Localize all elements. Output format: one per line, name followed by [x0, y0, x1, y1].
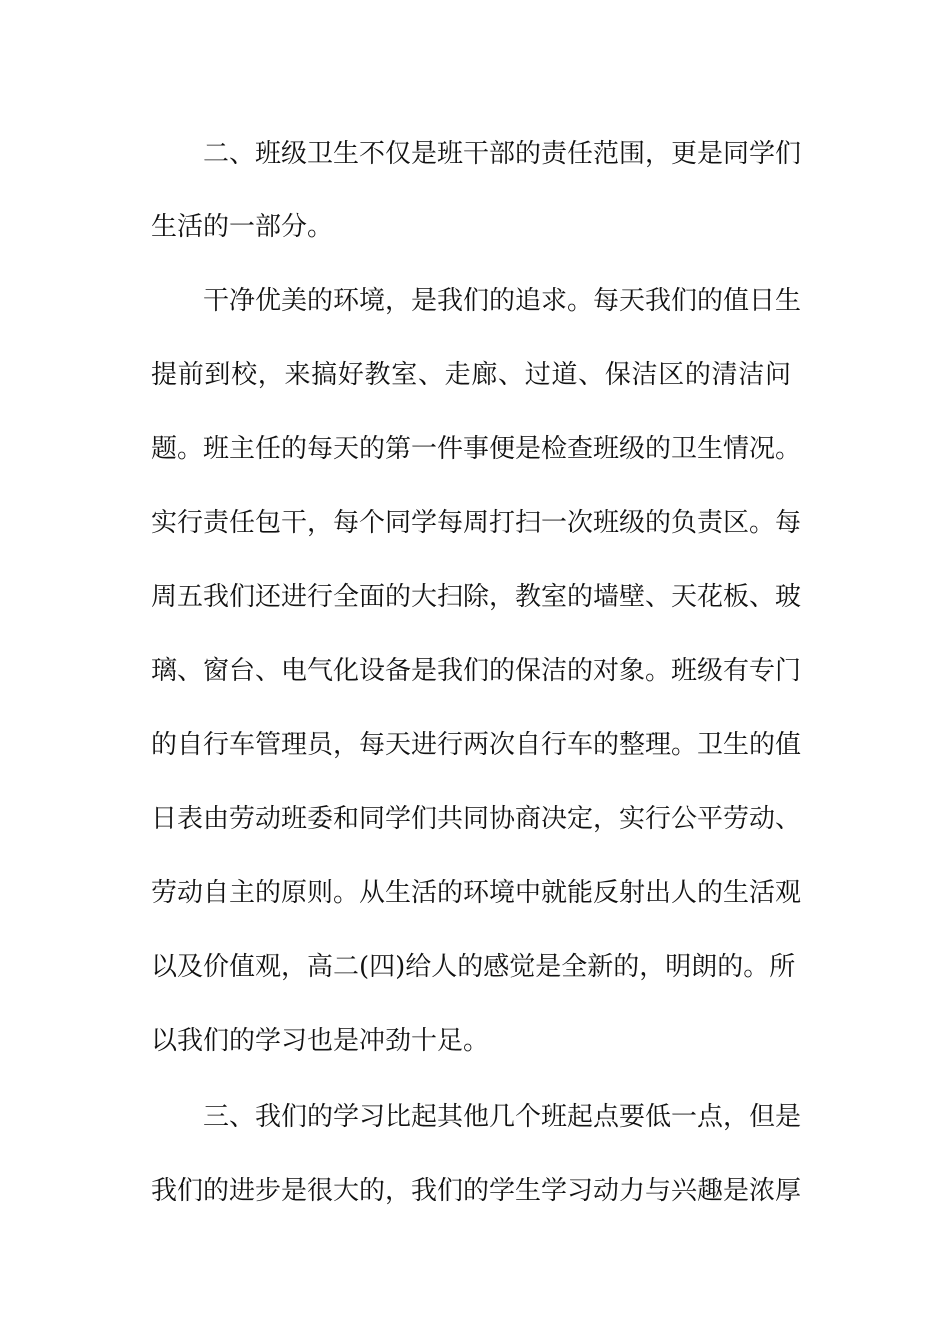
- paragraph-2-line-5: 周五我们还进行全面的大扫除，教室的墙壁、天花板、玻: [151, 582, 802, 612]
- paragraph-2-line-4: 实行责任包干，每个同学每周打扫一次班级的负责区。每: [151, 508, 802, 538]
- paragraph-3-line-1: 三、我们的学习比起其他几个班起点要低一点，但是: [203, 1102, 802, 1132]
- paragraph-2-line-6: 璃、窗台、电气化设备是我们的保洁的对象。班级有专门: [151, 656, 802, 686]
- paragraph-2-line-8: 日表由劳动班委和同学们共同协商决定，实行公平劳动、: [151, 804, 802, 834]
- paragraph-1-line-1: 二、班级卫生不仅是班干部的责任范围，更是同学们: [203, 139, 802, 169]
- paragraph-2-line-11: 以我们的学习也是冲劲十足。: [151, 1026, 490, 1056]
- paragraph-2-line-2: 提前到校，来搞好教室、走廊、过道、保洁区的清洁问: [151, 360, 791, 390]
- paragraph-2-line-10: 以及价值观，高二(四)给人的感觉是全新的，明朗的。所: [151, 952, 796, 982]
- paragraph-2-line-3: 题。班主任的每天的第一件事便是检查班级的卫生情况。: [151, 434, 802, 464]
- paragraph-2-line-7: 的自行车管理员，每天进行两次自行车的整理。卫生的值: [151, 730, 802, 760]
- paragraph-3-line-2: 我们的进步是很大的，我们的学生学习动力与兴趣是浓厚: [151, 1176, 802, 1206]
- paragraph-2-line-1: 干净优美的环境，是我们的追求。每天我们的值日生: [203, 286, 802, 316]
- paragraph-2-line-9: 劳动自主的原则。从生活的环境中就能反射出人的生活观: [151, 878, 802, 908]
- paragraph-1-line-2: 生活的一部分。: [151, 212, 334, 242]
